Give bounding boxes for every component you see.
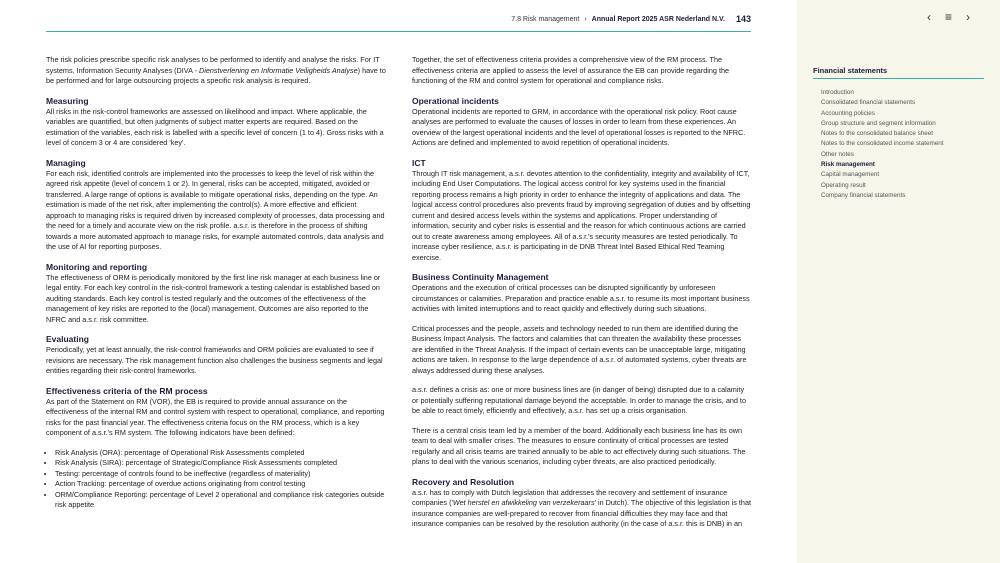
measuring-section <box>46 96 386 149</box>
menu-icon[interactable]: ≡ <box>945 10 953 24</box>
together-paragraph: Together, the set of effectiveness criteria provides a comprehensive view of the RM process. The effectiveness criteria are applied to assess the level of assurance the EB can provide regarding the functioning of the RM and control system for operational and compliance risks. <box>412 55 730 85</box>
bcm-text-3: a.s.r. defines a crisis as: one or more business lines are (in danger of being) disrupted due to a calamity or potentially suffering reputational damage beyond the acceptable. In order to manage the crisis, and to be able to react timely, efficiently and effectively, a.s.r. has set up a crisis organisation. <box>412 385 746 415</box>
effectiveness-section <box>46 386 386 511</box>
ict-text: Through IT risk management, a.s.r. devotes attention to the confidentiality, integrity and availability of ICT, including End User Computations. The logical access control for key systems used in the financial reporting process remains a high priority in order to enhance the integrity of applications and data. The logical access control procedures also prevents fraud by improving segregation of duties and by offsetting current and desired access levels within the systems and applications. Proper understanding of information, security and cyber risks is essential and the reason for which continuous actions are carried out to create awareness among employees. All of a.s.r.'s security measures are tested periodically. To increase cyber resilience, a.s.r. is participating in de DNB Threat Intel Based Ethical Red Teaming exercise. <box>412 168 751 262</box>
measuring-heading: Measuring <box>46 95 89 106</box>
bcm-text-1: Operations and the execution of critical processes can be disrupted significantly by unforeseen circumstances or calamities. Preparation and practice enable a.s.r. to resume its most important business activities with limited interruptions and to react quickly and effectively during such situations. <box>412 283 750 313</box>
indicator-list <box>46 448 386 511</box>
right-column <box>412 55 752 539</box>
list-item: • Testing: percentage of controls found to be ineffective (regardless of materiality) <box>55 469 386 480</box>
managing-section <box>46 158 386 253</box>
chevron-left-icon[interactable]: ‹ <box>927 10 931 24</box>
chevron-right-icon[interactable]: › <box>966 10 971 24</box>
report-title: Annual Report 2025 ASR Nederland N.V. <box>591 15 725 23</box>
evaluating-heading: Evaluating <box>46 334 89 344</box>
breadcrumb-section[interactable]: 7.8 Risk management <box>511 15 580 23</box>
sidebar-item-notes-income-statement[interactable]: Notes to the consolidated income statement <box>821 140 944 148</box>
evaluating-section <box>46 334 386 377</box>
incidents-heading: Operational incidents <box>412 95 499 106</box>
sidebar-item-risk-management[interactable]: Risk management <box>821 161 875 169</box>
list-item: • Action Tracking: percentage of overdue actions originating from control testing <box>55 479 386 490</box>
navigation-sidebar <box>797 0 1000 563</box>
left-column <box>46 55 386 519</box>
effectiveness-heading: Effectiveness criteria of the RM process <box>46 385 208 396</box>
list-item: • Risk Analysis (SIRA): percentage of Strategic/Compliance Risk Assessments completed <box>55 458 386 469</box>
page-header <box>511 14 751 24</box>
sidebar-item-notes-balance-sheet[interactable]: Notes to the consolidated balance sheet <box>821 130 934 138</box>
sidebar-item-group-structure[interactable]: Group structure and segment information <box>821 119 936 127</box>
bcm-text-4: There is a central crisis team led by a member of the board. Additionally each business line has its own team to deal with smaller crises. The measures to ensure continuity of critical processes are tested regularly and all crisis teams are trained annually to be able to act effectively during such situations. The plans to deal with the various scenarios, including cyber threats, are also practiced periodically. <box>412 425 746 466</box>
intro-text-a: The risk policies prescribe specific risk analyses to be performed to identify and analyse the risks. For IT systems, Information Security Analyses (DIVA - <box>46 55 380 75</box>
ict-section <box>412 158 752 264</box>
intro-text-italic: Dienstverlening en Informatie Veiligheids Analyse <box>198 65 358 75</box>
intro-paragraph <box>46 55 386 87</box>
measuring-text: All risks in the risk-control frameworks are assessed on likelihood and impact. Where applicable, the variables are quantified, but often judgments of subject matter experts are required. Based on the estimation of the variables, each risk is labelled with a specific level of concern (1 to 4). Gross risks with a level of concern 3 or 4 are considered 'key'. <box>46 106 384 147</box>
ict-heading: ICT <box>412 157 426 168</box>
sidebar-item-capital-management[interactable]: Capital management <box>821 171 880 179</box>
recovery-text <box>412 488 752 530</box>
recovery-text-b: ' in Dutch). The objective of this legislation is that insurance companies are well-prepared to recover from financial difficulties they may face and that insurance companies can be resolved by the resolution authority (in the case of a.s.r. this is DNB) in an <box>412 498 751 528</box>
recovery-text-italic: Wet herstel en afwikkeling van verzekeraars <box>452 498 595 507</box>
bcm-heading: Business Continuity Management <box>412 272 549 282</box>
sidebar-item-consolidated-financial-statements[interactable]: Consolidated financial statements <box>821 99 916 107</box>
monitoring-heading: Monitoring and reporting <box>46 261 148 272</box>
incidents-text: Operational incidents are reported to GRM, in accordance with the operational risk policy. Root cause analyses are performed to evaluate the causes of losses in order to learn from these experiences. An overview of the largest operational incidents and the level of operational losses is reported to the NFRC. Actions are defined and implemented to avoid repetition of operational incidents. <box>412 106 746 147</box>
bcm-text-2: Critical processes and the people, assets and technology needed to run them are identified during the Business Impact Analysis. The factors and calamities that can threaten the availability these processes are identified in the Threat Analysis. If the impact of certain events can be unacceptable large, mitigating actions are taken. In response to the large dependence of a.s.r. of automated systems, cyber threats are always addressed during these analyses. <box>412 323 747 375</box>
list-item: • ORM/Compliance Reporting: percentage of Level 2 operational and compliance risk categories outside risk appetite <box>55 490 386 511</box>
intro-text-b: ) have to be performed and for large outsourcing projects a specific risk analysis is required. <box>46 65 386 85</box>
sidebar-item-accounting-policies[interactable]: Accounting policies <box>821 109 875 117</box>
recovery-text-a: a.s.r. has to comply with Dutch legislation that addresses the recovery and settlement of insurance companies (' <box>412 487 728 507</box>
monitoring-section <box>46 262 386 326</box>
evaluating-text: Periodically, yet at least annually, the risk-control frameworks and ORM policies are evaluated to see if revisions are necessary. The risk management function also challenges the business segments and legal entities regarding their risk-control frameworks. <box>46 345 383 375</box>
effectiveness-text: As part of the Statement on RM (VOR), the EB is required to provide annual assurance on the effectiveness of the internal RM and control system with respect to operational, compliance, and reporting risks for the past financial year. The effectiveness criteria focus on the RM process, which is a key component of a.s.r.'s RM system. The following indicators have been defined: <box>46 396 385 437</box>
sidebar-item-introduction[interactable]: Introduction <box>821 89 854 96</box>
sidebar-item-company-financial-statements[interactable]: Company financial statements <box>821 191 906 199</box>
recovery-section <box>412 477 752 530</box>
page-nav-controls <box>927 10 970 24</box>
list-item: • Risk Analysis (ORA): percentage of Operational Risk Assessments completed <box>55 448 386 459</box>
bcm-section <box>412 272 752 468</box>
sidebar-item-other-notes[interactable]: Other notes <box>821 150 854 158</box>
managing-text: For each risk, identified controls are implemented into the processes to keep the level of risk within the agreed risk appetite (level of concern 1 or 2). In general, risks can be accepted, mitigated, avoided or transferred. A large range of options is available to mitigate operational risks, depending on the type. An estimation is made of the net risk, after implementing the control(s). A more effective and efficient approach to managing risks is required driven by increased complexity of processes, data processing and the need for a timely and accurate view on the risk profile. a.s.r. is therefore in the process of shifting towards a more automated approach to manage risks, for example automated controls, data analysis and the use of AI for reporting purposes. <box>46 168 385 251</box>
monitoring-text: The effectiveness of ORM is periodically monitored by the first line risk manager at each business line or legal entity. For each key control in the risk-control framework a testing calendar is established based on auditing standards. Each key control is tested regularly and the outcomes of the effectiveness of the management of key risks are reported to the (local) management. Outcomes are also reported to the NFRC and a.s.r. risk committee. <box>46 272 381 324</box>
header-divider <box>46 31 751 32</box>
sidebar-item-operating-result[interactable]: Operating result <box>821 181 866 189</box>
page-number: 143 <box>735 14 751 24</box>
incidents-section <box>412 96 752 149</box>
sidebar-list <box>821 88 944 201</box>
recovery-heading: Recovery and Resolution <box>412 476 515 487</box>
sidebar-title[interactable]: Financial statements <box>813 66 984 79</box>
breadcrumb-separator: › <box>584 15 587 23</box>
managing-heading: Managing <box>46 157 86 168</box>
